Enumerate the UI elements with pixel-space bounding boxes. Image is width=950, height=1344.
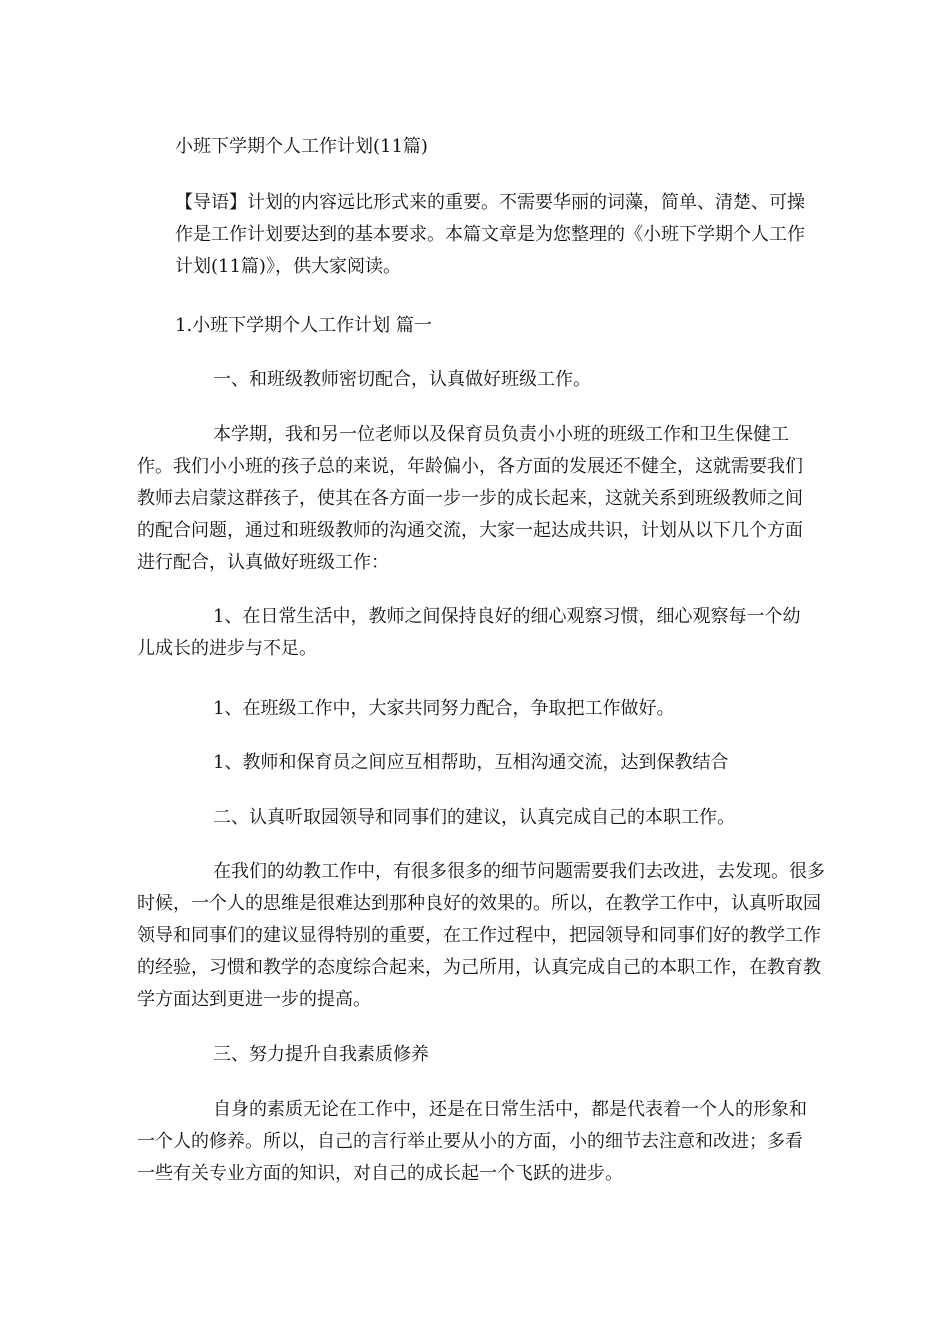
heading-1: 一、和班级教师密切配合，认真做好班级工作。 <box>213 369 591 390</box>
paragraph-1: 本学期，我和另一位老师以及保育员负责小小班的班级工作和卫生保健工作。我们小小班的孩子总的来说，年龄偏小，各方面的发展还不健全，这就需要我们教师去启蒙这群孩子，使其在各方面一步一步的成长起来，这就关系到班级教师之间的配合问题，通过和班级教师的沟通交流，大家一起达成共识，计划从以下几个方面进行配合，认真做好班级工作： <box>137 424 803 573</box>
paragraph-3: 自身的素质无论在工作中，还是在日常生活中，都是代表着一个人的形象和一个人的修养。所以，自己的言行举止要从小的方面，小的细节去注意和改进；多看一些有关专业方面的知识，对自己的成长起一个飞跃的进步。 <box>137 1099 807 1184</box>
intro-paragraph: 【导语】计划的内容远比形式来的重要。不需要华丽的词藻，简单、清楚、可操作是工作计划要达到的基本要求。本篇文章是为您整理的《小班下学期个人工作计划(11篇)》，供大家阅读。 <box>175 192 805 277</box>
list-item-1: 1、在日常生活中，教师之间保持良好的细心观察习惯，细心观察每一个幼儿成长的进步与不足。 <box>137 606 801 659</box>
list-item-3: 1、教师和保育员之间应互相帮助，互相沟通交流，达到保教结合 <box>213 752 729 773</box>
paragraph-2: 在我们的幼教工作中，有很多很多的细节问题需要我们去改进，去发现。很多时候，一个人的思维是很难达到那种良好的效果的。所以，在教学工作中，认真听取园领导和同事们的建议显得特别的重要，在工作过程中，把园领导和同事们好的教学工作的经验，习惯和教学的态度综合起来，为己所用，认真完成自己的本职工作，在教育教学方面达到更进一步的提高。 <box>137 861 825 1010</box>
section-title: 1.小班下学期个人工作计划 篇一 <box>175 315 432 336</box>
document-title: 小班下学期个人工作计划(11篇) <box>175 136 428 157</box>
heading-3: 三、努力提升自我素质修养 <box>213 1044 429 1065</box>
list-item-2: 1、在班级工作中，大家共同努力配合，争取把工作做好。 <box>213 698 675 719</box>
heading-2: 二、认真听取园领导和同事们的建议，认真完成自己的本职工作。 <box>213 807 735 828</box>
